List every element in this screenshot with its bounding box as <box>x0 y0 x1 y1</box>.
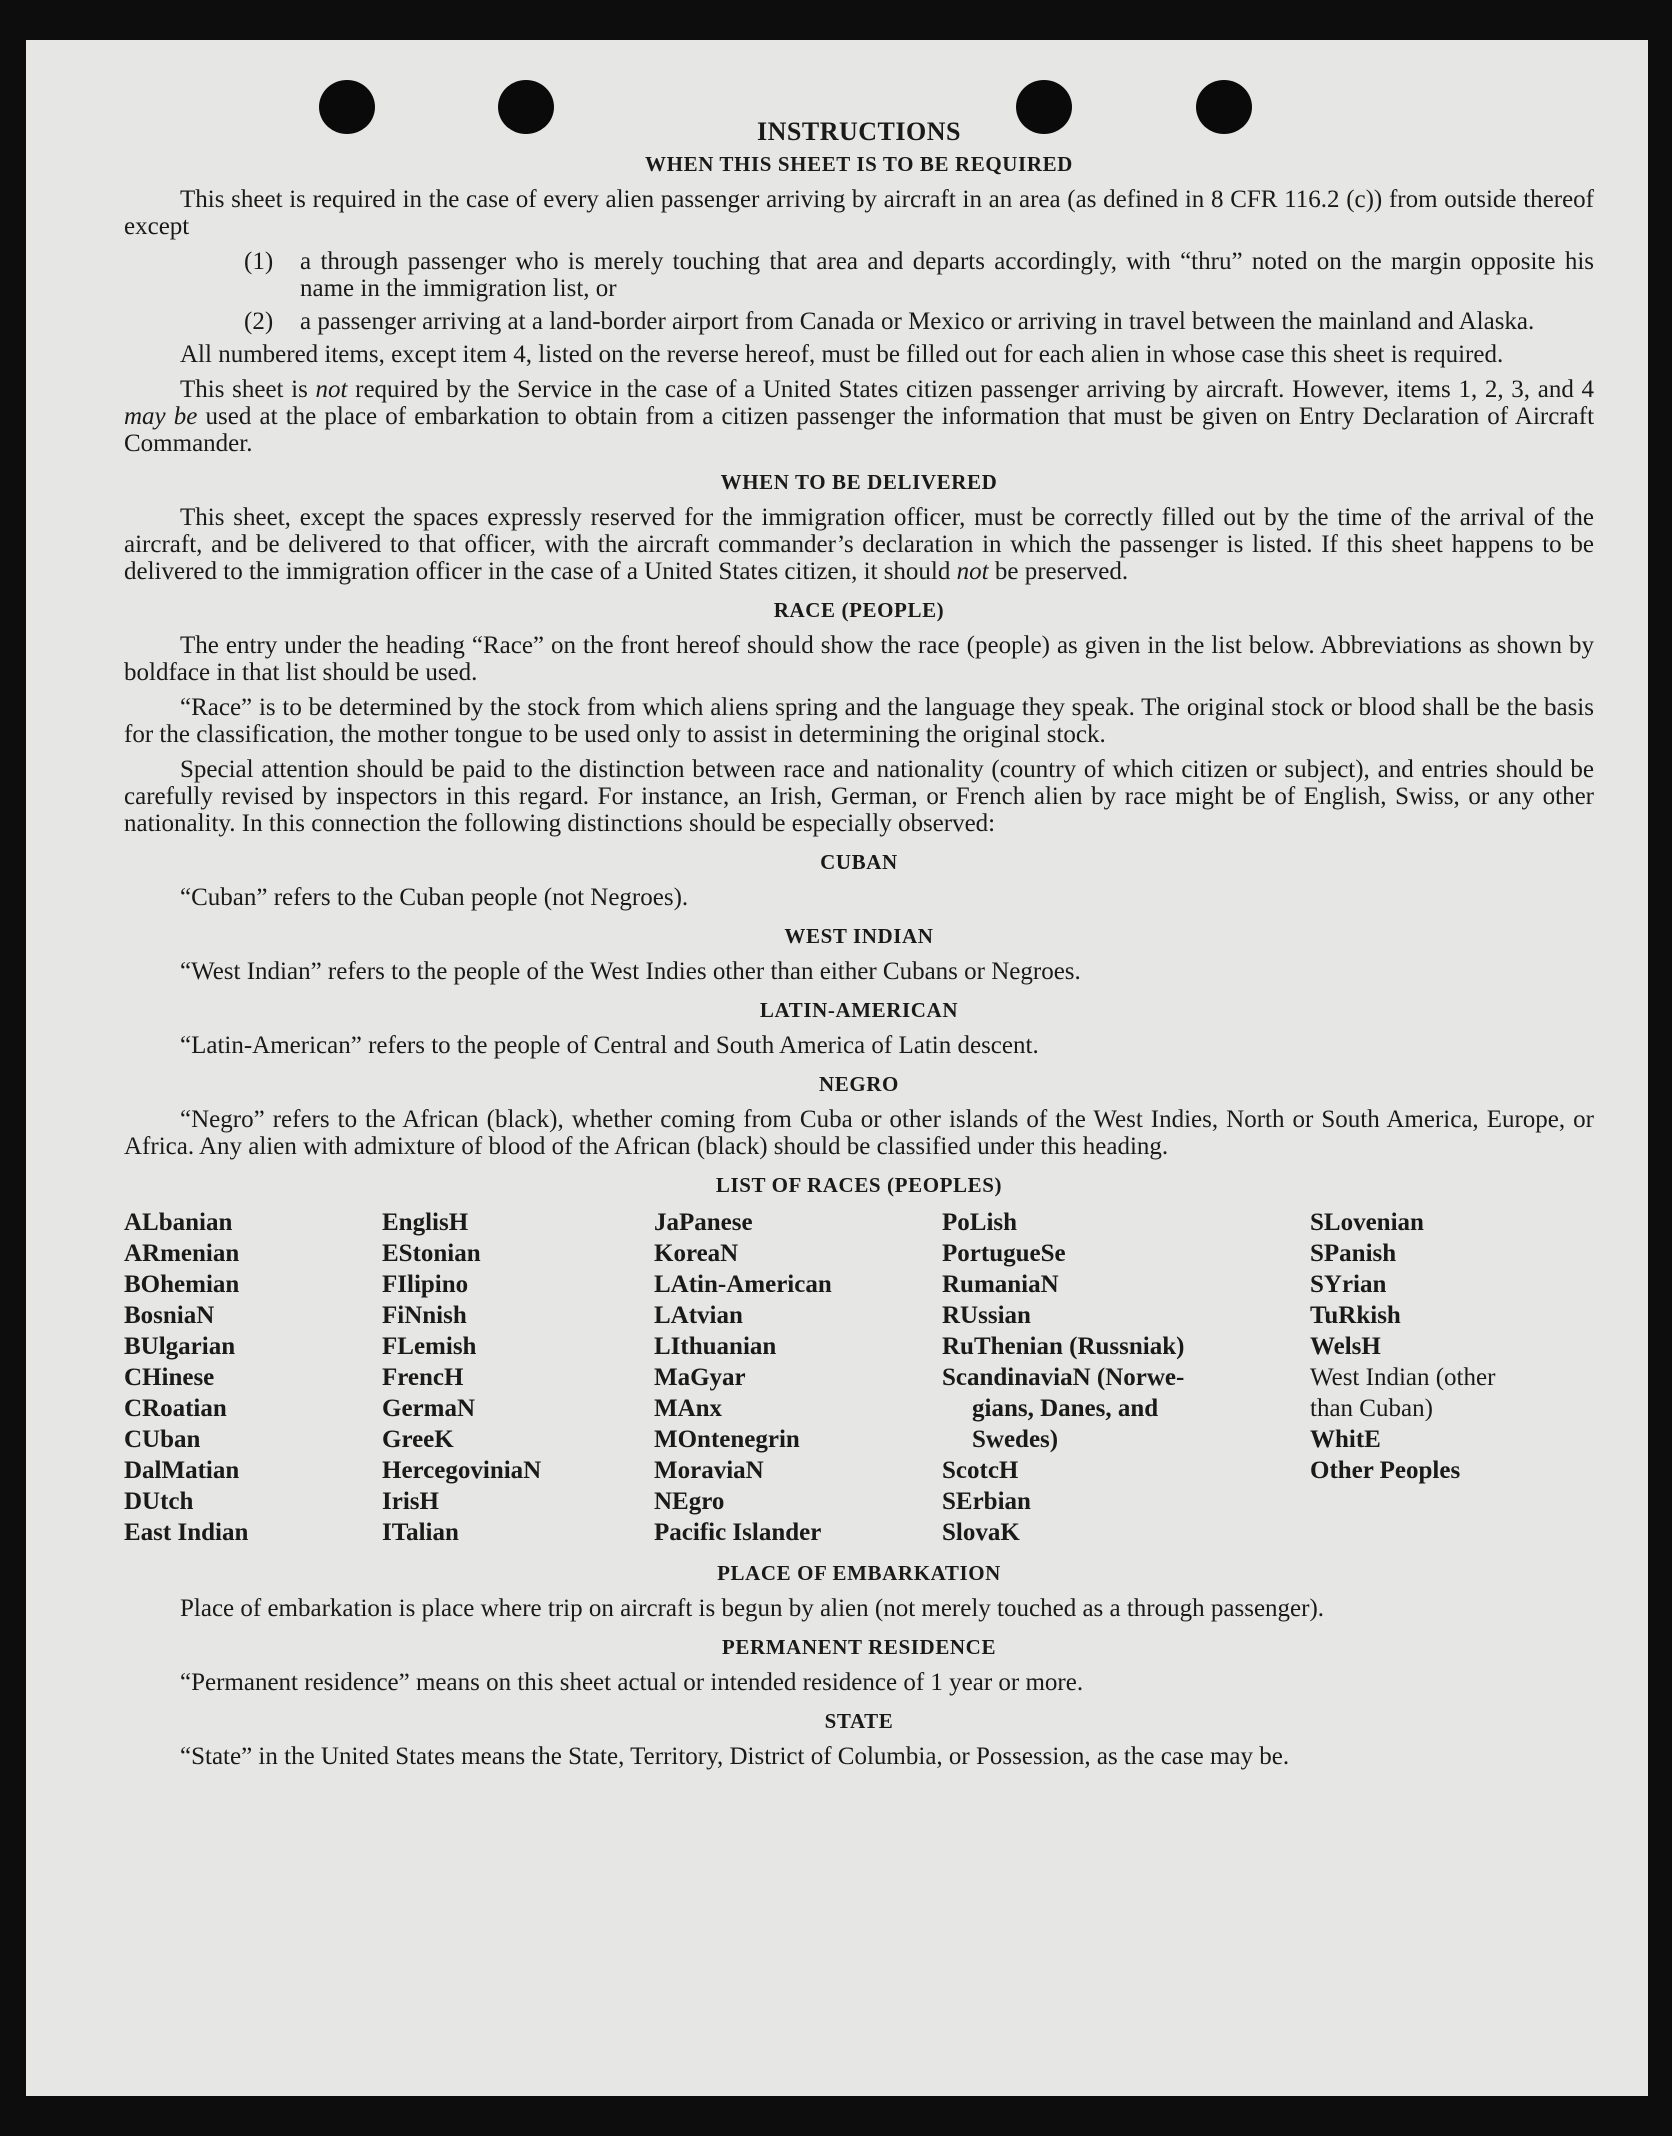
race-item: EStonian <box>382 1240 481 1267</box>
race-item: FLemish <box>382 1333 477 1360</box>
race-item: KoreaN <box>654 1240 739 1267</box>
paragraph: “Negro” refers to the African (black), whether coming from Cuba or other islands of the West Indies, North or South America, Europe, or Africa. Any alien with admixture of blood of the African (black) should be classified under this heading. <box>124 1106 1594 1160</box>
race-item: JaPanese <box>654 1209 753 1236</box>
race-item: HercegoviniaN <box>382 1457 542 1484</box>
race-item: MAnx <box>654 1395 723 1422</box>
race-item: SPanish <box>1310 1240 1397 1267</box>
race-column <box>654 1207 942 1548</box>
emphasis: not <box>956 558 989 585</box>
paragraph: “West Indian” refers to the people of the West Indies other than either Cubans or Negroes. <box>180 958 1081 985</box>
text-run: be preserved. <box>988 558 1129 585</box>
race-item: IrisH <box>382 1488 439 1515</box>
paragraph: Special attention should be paid to the distinction between race and nationality (country of which citizen or subject), and entries should be carefully revised by inspectors in this regard. For instance, an Irish, German, or French alien by race might be of English, Swiss, or any other nationality. In this connection the following distinctions should be especially observed: <box>124 756 1594 837</box>
paragraph: “Race” is to be determined by the stock from which aliens spring and the language they speak. The original stock or blood shall be the basis for the classification, the mother tongue to be used only to assist in determining the original stock. <box>124 694 1594 748</box>
list-item <box>124 248 1594 302</box>
text-run: required by the Service in the case of a United States citizen passenger arriving by aircraft. However, items 1, 2, 3, and 4 <box>347 376 1594 403</box>
race-item: PoLish <box>942 1209 1018 1236</box>
paragraph: All numbered items, except item 4, listed on the reverse hereof, must be filled out for each alien in whose case this sheet is required. <box>180 341 1504 368</box>
race-item: West Indian (other <box>1310 1364 1496 1391</box>
paragraph: Place of embarkation is place where trip on aircraft is begun by alien (not merely touched as a through passenger). <box>180 1595 1325 1622</box>
race-item: Pacific Islander <box>654 1519 822 1546</box>
section-heading: LIST OF RACES (PEOPLES) <box>715 1173 1003 1197</box>
race-item: BosniaN <box>124 1302 215 1329</box>
race-item: ScotcH <box>942 1457 1019 1484</box>
race-item: LIthuanian <box>654 1333 777 1360</box>
race-item: LAtvian <box>654 1302 743 1329</box>
section-heading: LATIN-AMERICAN <box>759 998 959 1022</box>
section-heading: CUBAN <box>820 850 898 874</box>
race-item: Swedes) <box>972 1426 1059 1453</box>
section-heading: PLACE OF EMBARKATION <box>717 1561 1001 1585</box>
race-item: FiNnish <box>382 1302 467 1329</box>
race-item: DUtch <box>124 1488 194 1515</box>
race-item: CHinese <box>124 1364 215 1391</box>
race-item: ITalian <box>382 1519 459 1546</box>
emphasis: may be <box>124 403 198 430</box>
race-item: EnglisH <box>382 1209 469 1236</box>
race-list <box>124 1207 1594 1548</box>
race-item: ALbanian <box>124 1209 233 1236</box>
race-column <box>382 1207 654 1548</box>
race-item: gians, Danes, and <box>972 1395 1159 1422</box>
section-heading: RACE (PEOPLE) <box>773 598 945 622</box>
paragraph: “Permanent residence” means on this sheet actual or intended residence of 1 year or more. <box>180 1669 1084 1696</box>
race-item: MoraviaN <box>654 1457 764 1484</box>
race-item: ARmenian <box>124 1240 240 1267</box>
paragraph: The entry under the heading “Race” on the front hereof should show the race (people) as given in the list below. Abbreviations as shown by boldface in that list should be used. <box>124 632 1594 686</box>
race-item: MOntenegrin <box>654 1426 800 1453</box>
race-item: ScandinaviaN (Norwe- <box>942 1364 1185 1391</box>
race-item: SYrian <box>1310 1271 1387 1298</box>
paragraph <box>124 376 1594 457</box>
section-heading: WHEN THIS SHEET IS TO BE REQUIRED <box>645 152 1073 176</box>
emphasis: not <box>315 376 348 403</box>
section-heading: STATE <box>824 1709 894 1733</box>
race-item: FIlipino <box>382 1271 469 1298</box>
item-number: (2) <box>244 308 274 335</box>
race-item: East Indian <box>124 1519 249 1546</box>
race-column <box>942 1207 1310 1548</box>
race-item: MaGyar <box>654 1364 746 1391</box>
document-body <box>124 118 1594 1778</box>
item-text: a passenger arriving at a land-border airport from Canada or Mexico or arriving in travel between the mainland and Alaska. <box>300 308 1535 335</box>
race-item: BUlgarian <box>124 1333 236 1360</box>
paragraph: This sheet is required in the case of every alien passenger arriving by aircraft in an area (as defined in 8 CFR 116.2 (c)) from outside thereof except <box>124 186 1594 240</box>
race-item: PortugueSe <box>942 1240 1066 1267</box>
text-run: This sheet, except the spaces expressly reserved for the immigration officer, must be correctly filled out by the time of the arrival of the aircraft, and be delivered to that officer, with the aircraft commander’s declaration in which the passenger is listed. If this sheet happens to be delivered to the immigration officer in the case of a United States citizen, it should <box>124 504 1594 585</box>
section-heading: WHEN TO BE DELIVERED <box>720 470 998 494</box>
race-item: DalMatian <box>124 1457 240 1484</box>
race-item: GreeK <box>382 1426 454 1453</box>
race-item: LAtin-American <box>654 1271 832 1298</box>
paragraph: “Cuban” refers to the Cuban people (not Negroes). <box>180 884 689 911</box>
paragraph <box>124 504 1594 585</box>
race-item: RUssian <box>942 1302 1031 1329</box>
race-column <box>1310 1207 1590 1548</box>
paragraph: “State” in the United States means the State, Territory, District of Columbia, or Possession, as the case may be. <box>180 1743 1290 1770</box>
race-item: WhitE <box>1310 1426 1381 1453</box>
race-item: CUban <box>124 1426 201 1453</box>
page-title: INSTRUCTIONS <box>757 117 961 146</box>
paragraph: “Latin-American” refers to the people of Central and South America of Latin descent. <box>180 1032 1039 1059</box>
race-item: Other Peoples <box>1310 1457 1461 1484</box>
race-item: NEgro <box>654 1488 725 1515</box>
item-number: (1) <box>244 248 274 275</box>
race-item: CRoatian <box>124 1395 227 1422</box>
race-item: SlovaK <box>942 1519 1020 1546</box>
document-sheet <box>26 40 1648 2096</box>
section-heading: PERMANENT RESIDENCE <box>721 1635 997 1659</box>
race-item: than Cuban) <box>1310 1395 1433 1422</box>
text-run: used at the place of embarkation to obtain from a citizen passenger the information that must be given on Entry Declaration of Aircraft Commander. <box>124 403 1595 457</box>
text-run: This sheet is <box>180 376 316 403</box>
race-item: RumaniaN <box>942 1271 1059 1298</box>
race-item: GermaN <box>382 1395 476 1422</box>
race-item: TuRkish <box>1310 1302 1401 1329</box>
race-item: FrencH <box>382 1364 464 1391</box>
race-item: SLovenian <box>1310 1209 1424 1236</box>
race-column <box>124 1207 382 1548</box>
item-text: a through passenger who is merely touching that area and departs accordingly, with “thru” noted on the margin opposite his name in the immigration list, or <box>300 248 1594 302</box>
section-heading: WEST INDIAN <box>784 924 934 948</box>
race-item: SErbian <box>942 1488 1031 1515</box>
race-item: WelsH <box>1310 1333 1381 1360</box>
race-item: RuThenian (Russniak) <box>942 1333 1185 1360</box>
list-item <box>124 308 1594 335</box>
race-item: BOhemian <box>124 1271 240 1298</box>
section-heading: NEGRO <box>818 1072 899 1096</box>
